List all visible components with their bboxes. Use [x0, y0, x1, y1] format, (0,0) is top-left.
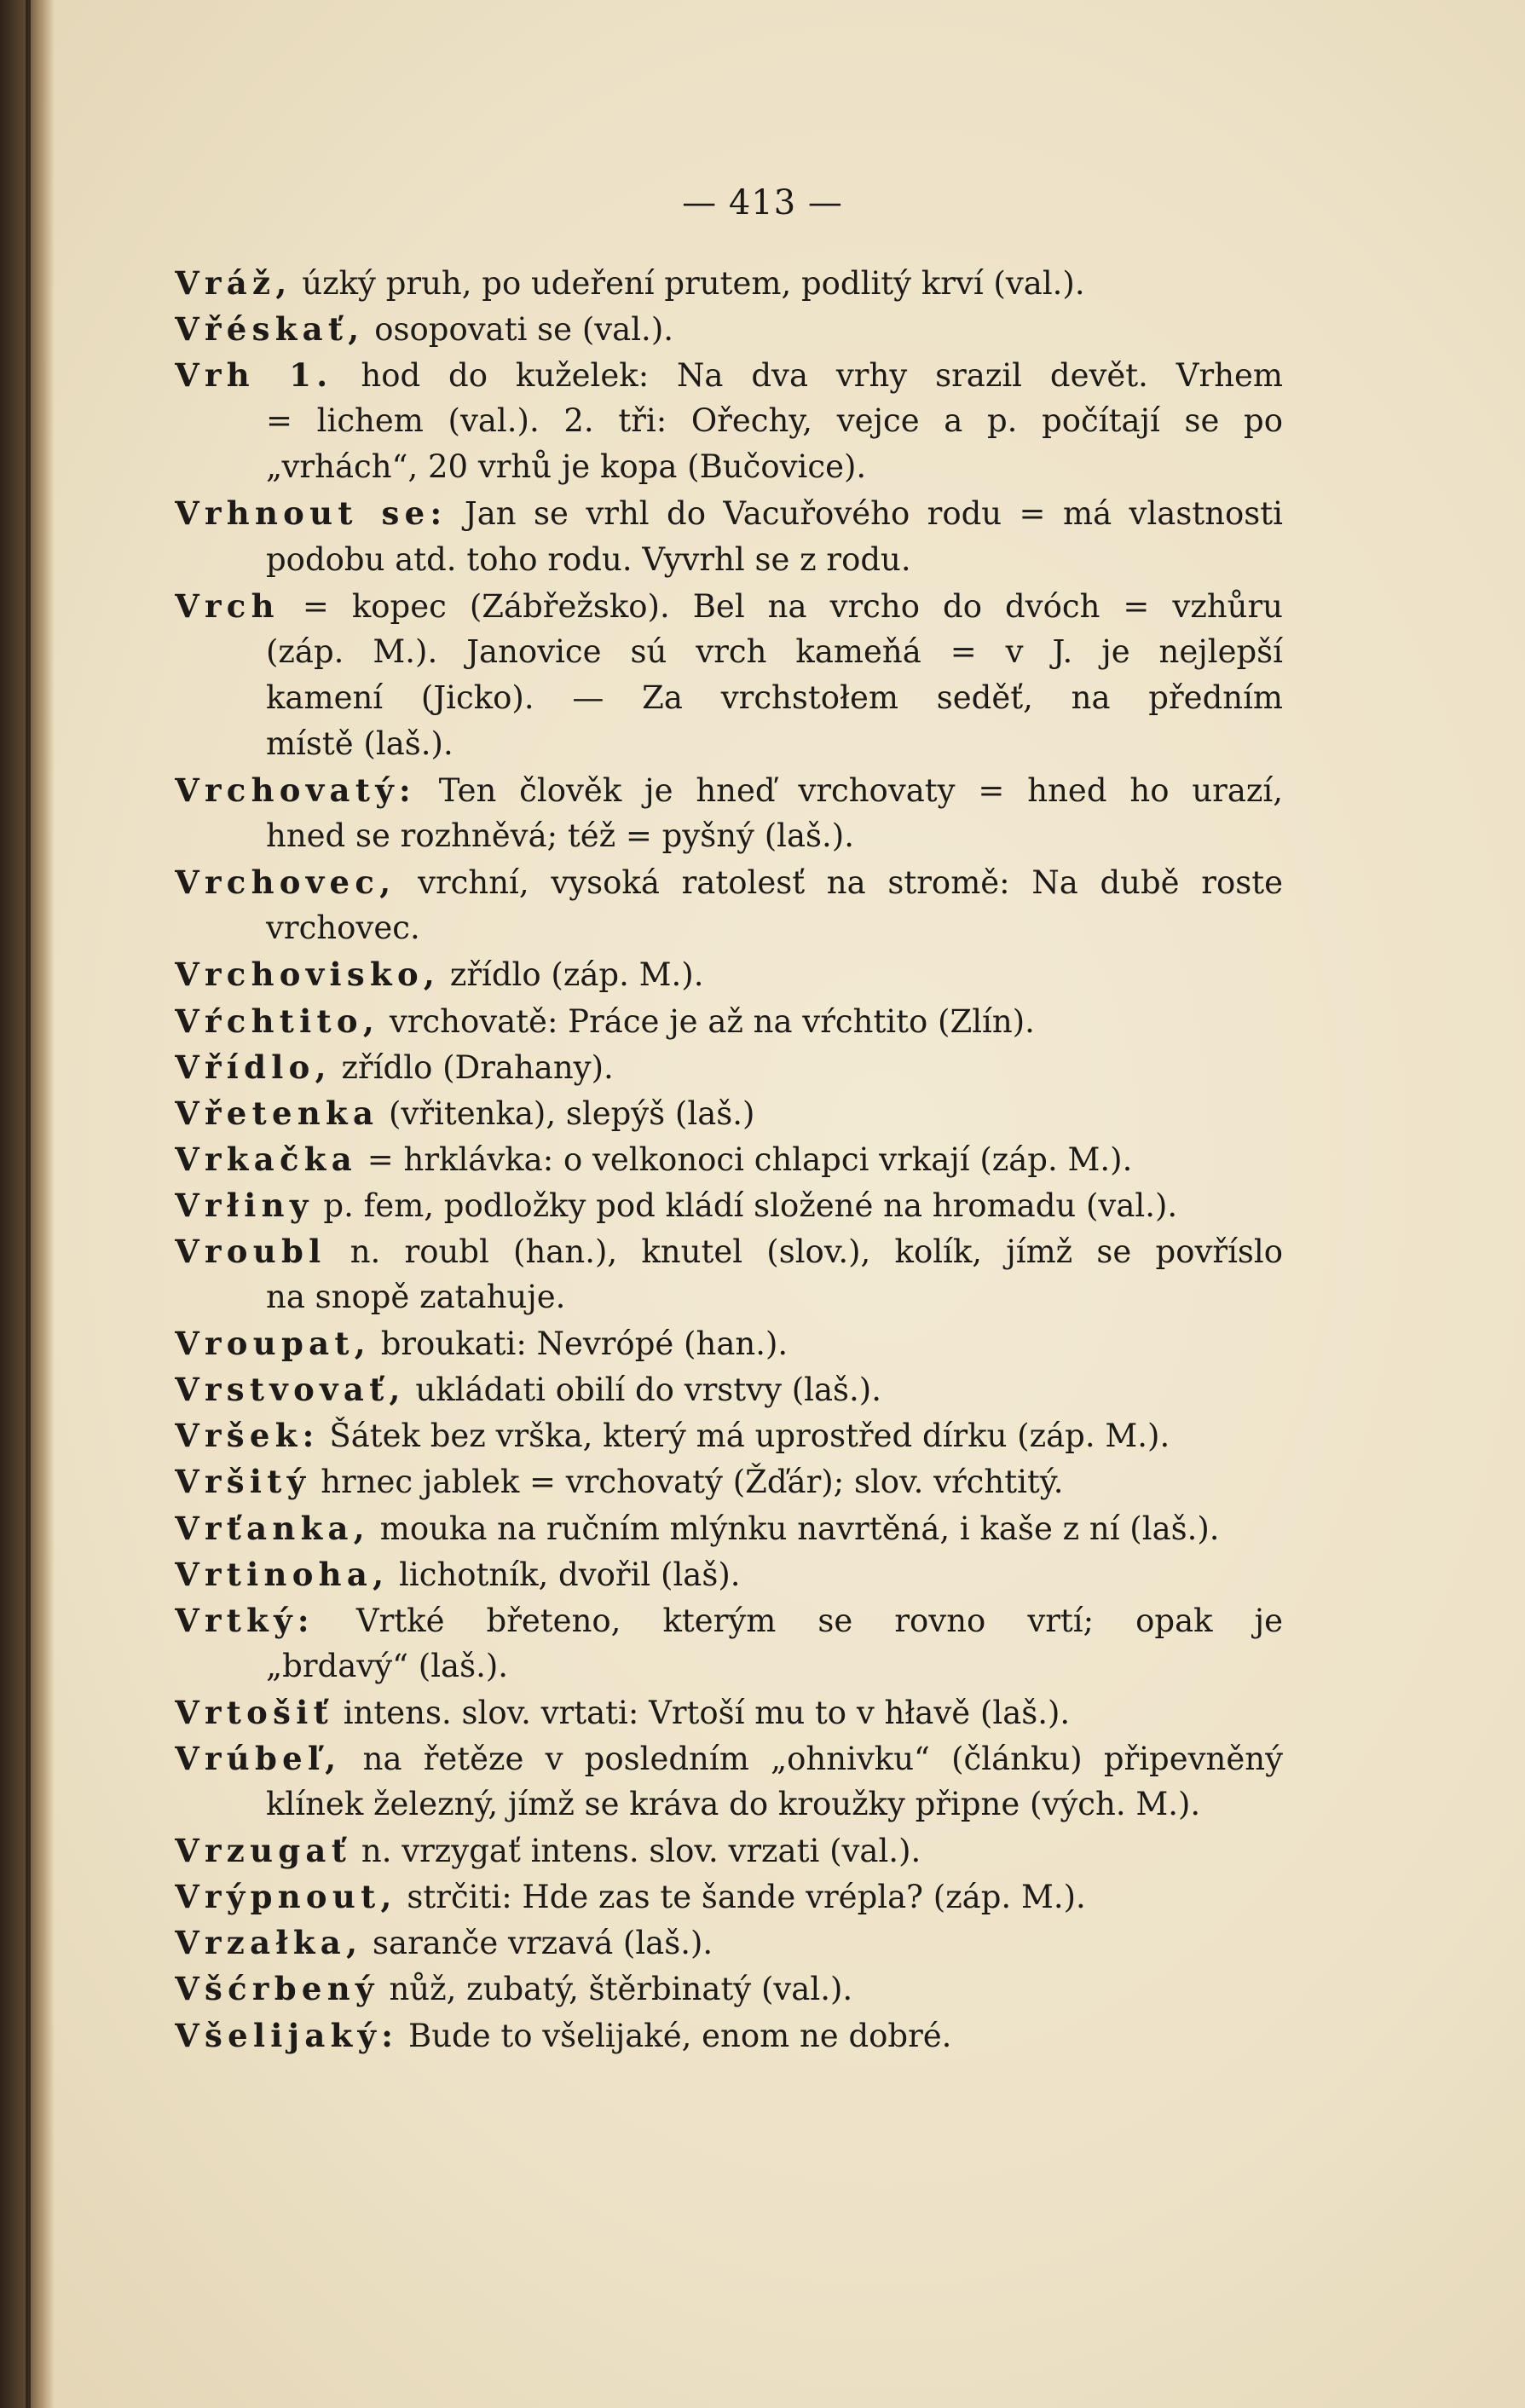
entry-headword: Vršitý: [175, 1463, 311, 1501]
entry-text: (záp. M.). Janovice sú vrch kameňá = v J. je nejlepší: [266, 632, 1283, 670]
entry-text: Ten člověk je hneď vrchovaty = hned ho urazí,: [438, 772, 1283, 810]
entry-headword: Vroupat,: [175, 1325, 371, 1363]
dictionary-entry: [175, 1551, 1283, 1597]
binding-edge: [26, 0, 31, 2408]
entry-first-line: [175, 1136, 1283, 1182]
entry-headword: Vrýpnout,: [175, 1878, 397, 1916]
entry-first-line: [175, 1044, 1283, 1090]
dictionary-text: [175, 260, 1283, 2059]
dictionary-entry: [175, 1597, 1283, 1689]
entry-text: = kopec (Zábřežsko). Bel na vrcho do dvóch = vzhůru: [302, 587, 1283, 625]
entry-headword: Vrhnout se:: [175, 494, 448, 533]
entry-text: Bude to všelijaké, enom ne dobré.: [408, 2017, 952, 2054]
entry-text: (vřitenka), slepýš (laš.): [388, 1094, 755, 1132]
entry-text: úzký pruh, po udeření prutem, podlitý krví (val.).: [302, 265, 1085, 302]
entry-headword: Všelijaký:: [175, 2016, 399, 2054]
entry-first-line: [175, 490, 1283, 536]
entry-text: na snopě zatahuje.: [266, 1279, 566, 1316]
dictionary-entry: [175, 1136, 1283, 1182]
entry-headword: Vrstvovať,: [175, 1371, 406, 1409]
entry-continuation-line: [175, 1781, 1283, 1828]
entry-text: lichotník, dvořil (laš).: [399, 1556, 741, 1593]
dictionary-entry: [175, 859, 1283, 951]
entry-headword: Vrtošiť: [175, 1693, 333, 1731]
entry-first-line: [175, 1228, 1283, 1274]
entry-headword: Všćrbený: [175, 1970, 379, 2008]
entry-text: podobu atd. toho rodu. Vyvrhl se z rodu.: [266, 540, 911, 578]
entry-text: saranče vrzavá (laš.).: [373, 1925, 713, 1962]
entry-text: „brdavý“ (laš.).: [266, 1647, 509, 1684]
entry-headword: Vŕchtito,: [175, 1002, 380, 1040]
entry-headword: Vrkačka: [175, 1140, 357, 1178]
dictionary-entry: [175, 998, 1283, 1044]
entry-first-line: [175, 1551, 1283, 1597]
entry-text: = lichem (val.). 2. tři: Ořechy, vejce a p. počítají se po: [266, 402, 1283, 440]
entry-headword: Vrchovatý:: [175, 771, 416, 810]
entry-text: zřídlo (Drahany).: [341, 1048, 614, 1086]
dictionary-entry: [175, 1735, 1283, 1828]
entry-first-line: [175, 1966, 1283, 2012]
entry-text: nůž, zubatý, štěrbinatý (val.).: [389, 1971, 853, 2008]
entry-headword: Vrtinoha,: [175, 1555, 390, 1593]
dictionary-entry: [175, 1966, 1283, 2012]
dictionary-entry: [175, 1874, 1283, 1920]
dictionary-entry: [175, 951, 1283, 997]
entry-first-line: [175, 1320, 1283, 1366]
entry-text: = hrklávka: o velkonoci chlapci vrkají (záp. M.).: [367, 1140, 1133, 1178]
entry-first-line: [175, 1920, 1283, 1966]
dictionary-entry: [175, 2012, 1283, 2059]
entry-continuation-line: [175, 1643, 1283, 1689]
entry-text: ukládati obilí do vrstvy (laš.).: [415, 1371, 882, 1409]
entry-continuation-line: [175, 1274, 1283, 1320]
dictionary-entry: [175, 1412, 1283, 1458]
entry-text: „vrhách“, 20 vrhů je kopa (Bučovice).: [266, 448, 867, 486]
entry-headword: Vroubl: [175, 1232, 326, 1270]
dictionary-entry: [175, 260, 1283, 306]
entry-text: Vrtké břeteno, kterým se rovno vrtí; opak je: [355, 1602, 1283, 1639]
entry-text: strčiti: Hde zas te šande vrépla? (záp. M.).: [407, 1879, 1086, 1916]
entry-continuation-line: [175, 537, 1283, 583]
entry-first-line: [175, 1182, 1283, 1228]
dictionary-entry: [175, 583, 1283, 767]
entry-first-line: [175, 1874, 1283, 1920]
entry-first-line: [175, 2012, 1283, 2059]
entry-text: klínek železný, jímž se kráva do kroužky připne (vých. M.).: [266, 1786, 1201, 1823]
entry-headword: Vrtký:: [175, 1601, 315, 1639]
entry-text: místě (laš.).: [266, 725, 453, 762]
dictionary-entry: [175, 1689, 1283, 1735]
entry-first-line: [175, 1505, 1283, 1551]
entry-first-line: [175, 1828, 1283, 1874]
entry-first-line: [175, 767, 1283, 813]
dictionary-entry: [175, 1320, 1283, 1366]
entry-headword: Vřetenka: [175, 1094, 379, 1132]
entry-continuation-line: [175, 444, 1283, 490]
entry-text: intens. slov. vrtati: Vrtoší mu to v hłavě (laš.).: [343, 1694, 1071, 1731]
entry-continuation-line: [175, 721, 1283, 767]
entry-first-line: [175, 306, 1283, 352]
entry-first-line: [175, 260, 1283, 306]
entry-first-line: [175, 998, 1283, 1044]
dictionary-entry: [175, 1828, 1283, 1874]
entry-text: n. vrzygať intens. slov. vrzati (val.).: [361, 1833, 921, 1870]
dictionary-entry: [175, 1458, 1283, 1504]
entry-headword: Vrh 1.: [175, 356, 333, 395]
dictionary-entry: [175, 1090, 1283, 1136]
dictionary-entry: [175, 306, 1283, 352]
entry-first-line: [175, 1412, 1283, 1458]
entry-continuation-line: [175, 675, 1283, 721]
entry-continuation-line: [175, 813, 1283, 859]
entry-text: vrchovatě: Práce je až na vŕchtito (Zlín).: [389, 1002, 1035, 1040]
entry-continuation-line: [175, 398, 1283, 444]
entry-text: p. fem, podložky pod kládí složené na hromadu (val.).: [323, 1187, 1178, 1224]
entry-text: Šátek bez vrška, který má uprostřed dírku (záp. M.).: [329, 1418, 1170, 1455]
entry-text: vrchní, vysoká ratolesť na stromě: Na dubě roste: [418, 864, 1283, 902]
entry-text: vrchovec.: [266, 909, 420, 947]
entry-headword: Vřídlo,: [175, 1048, 332, 1086]
entry-continuation-line: [175, 905, 1283, 951]
dictionary-entry: [175, 352, 1283, 490]
entry-text: Jan se vrhl do Vacuřového rodu = má vlastnosti: [464, 495, 1283, 533]
entry-headword: Vráž,: [175, 264, 292, 302]
dictionary-entry: [175, 1044, 1283, 1090]
dictionary-entry: [175, 490, 1283, 582]
dictionary-entry: [175, 1228, 1283, 1320]
entry-text: hned se rozhněvá; též = pyšný (laš.).: [266, 817, 854, 855]
entry-first-line: [175, 1458, 1283, 1504]
entry-first-line: [175, 1689, 1283, 1735]
entry-text: kamení (Jicko). — Za vrchstołem seděť, na předním: [266, 679, 1283, 716]
entry-first-line: [175, 1366, 1283, 1412]
entry-headword: Vrúbeľ,: [175, 1740, 342, 1777]
entry-headword: Vršek:: [175, 1417, 320, 1455]
page-number: — 413 —: [682, 183, 843, 222]
entry-text: na řetěze v posledním „ohnivku“ (článku) připevněný: [362, 1741, 1283, 1777]
entry-first-line: [175, 1597, 1283, 1643]
entry-headword: Vrchovec,: [175, 863, 396, 902]
entry-first-line: [175, 1735, 1283, 1781]
entry-headword: Vřéskať,: [175, 310, 365, 349]
entry-headword: Vrzugať: [175, 1832, 352, 1870]
dictionary-entry: [175, 767, 1283, 859]
entry-first-line: [175, 1090, 1283, 1136]
dictionary-entry: [175, 1366, 1283, 1412]
entry-headword: Vrťanka,: [175, 1509, 370, 1547]
entry-text: hod do kuželek: Na dva vrhy srazil devět. Vrhem: [361, 357, 1283, 395]
entry-headword: Vrchovisko,: [175, 956, 441, 994]
entry-text: zřídlo (záp. M.).: [449, 956, 704, 994]
entry-first-line: [175, 951, 1283, 997]
entry-first-line: [175, 859, 1283, 905]
entry-headword: Vrłiny: [175, 1186, 314, 1224]
dictionary-entry: [175, 1505, 1283, 1551]
entry-text: mouka na ručním mlýnku navrtěná, i kaše z ní (laš.).: [379, 1510, 1220, 1547]
entry-first-line: [175, 583, 1283, 629]
entry-text: broukati: Nevrópé (han.).: [380, 1325, 788, 1363]
entry-text: n. roubl (han.), knutel (slov.), kolík, jímž se povříslo: [349, 1233, 1283, 1270]
entry-headword: Vrch: [175, 586, 280, 625]
entry-continuation-line: [175, 629, 1283, 675]
dictionary-entry: [175, 1182, 1283, 1228]
entry-first-line: [175, 352, 1283, 398]
entry-text: hrnec jablek = vrchovatý (Žďár); slov. vŕchtitý.: [321, 1464, 1064, 1501]
entry-text: osopovati se (val.).: [374, 311, 674, 349]
dictionary-entry: [175, 1920, 1283, 1966]
entry-headword: Vrzałka,: [175, 1924, 363, 1962]
